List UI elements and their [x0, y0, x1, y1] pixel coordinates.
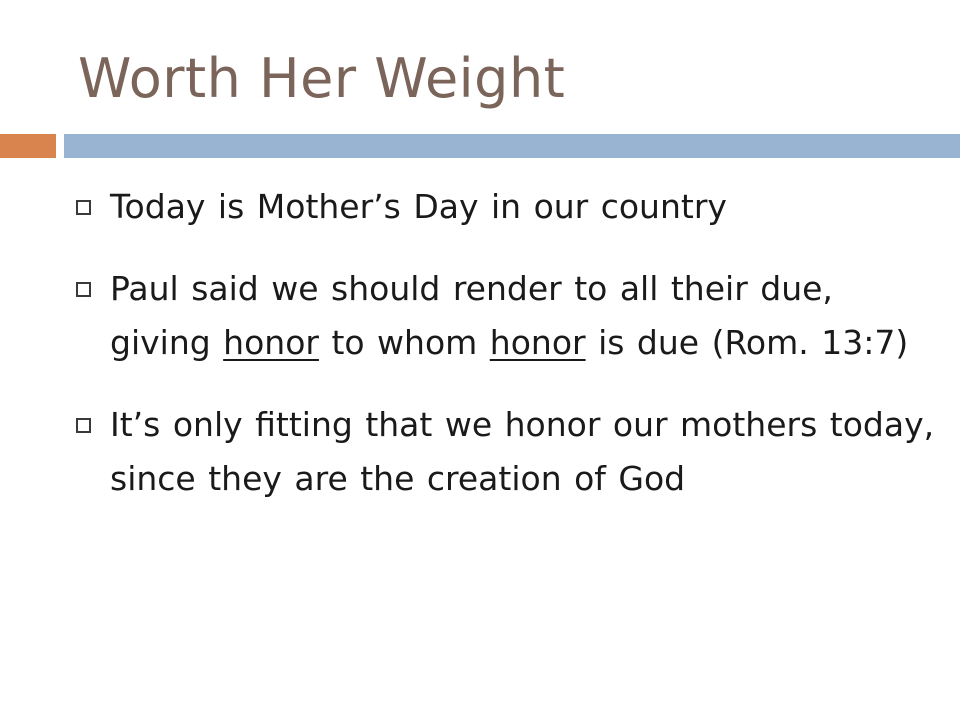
bullet-list	[76, 180, 936, 534]
square-bullet-icon	[76, 282, 91, 297]
bullet-text-part: to whom	[318, 323, 490, 362]
square-bullet-icon	[76, 200, 91, 215]
bullet-item-2	[76, 262, 936, 370]
bullet-text-part: is due (Rom. 13:7)	[585, 323, 909, 362]
slide-title: Worth Her Weight	[78, 47, 566, 110]
bullet-text-part: Paul said we should render to all their due, giving	[110, 269, 833, 362]
bullet-text: It’s only fitting that we honor our mothers today, since they are the creation of God	[110, 405, 935, 498]
bullet-item-1	[76, 180, 936, 234]
bullet-text: Today is Mother’s Day in our country	[110, 187, 727, 226]
underlined-word-honor: honor	[489, 323, 586, 362]
title-accent-bar	[0, 134, 56, 158]
underlined-word-honor: honor	[223, 323, 319, 362]
title-divider-bar	[64, 134, 960, 158]
square-bullet-icon	[76, 418, 91, 433]
bullet-item-3	[76, 398, 936, 506]
